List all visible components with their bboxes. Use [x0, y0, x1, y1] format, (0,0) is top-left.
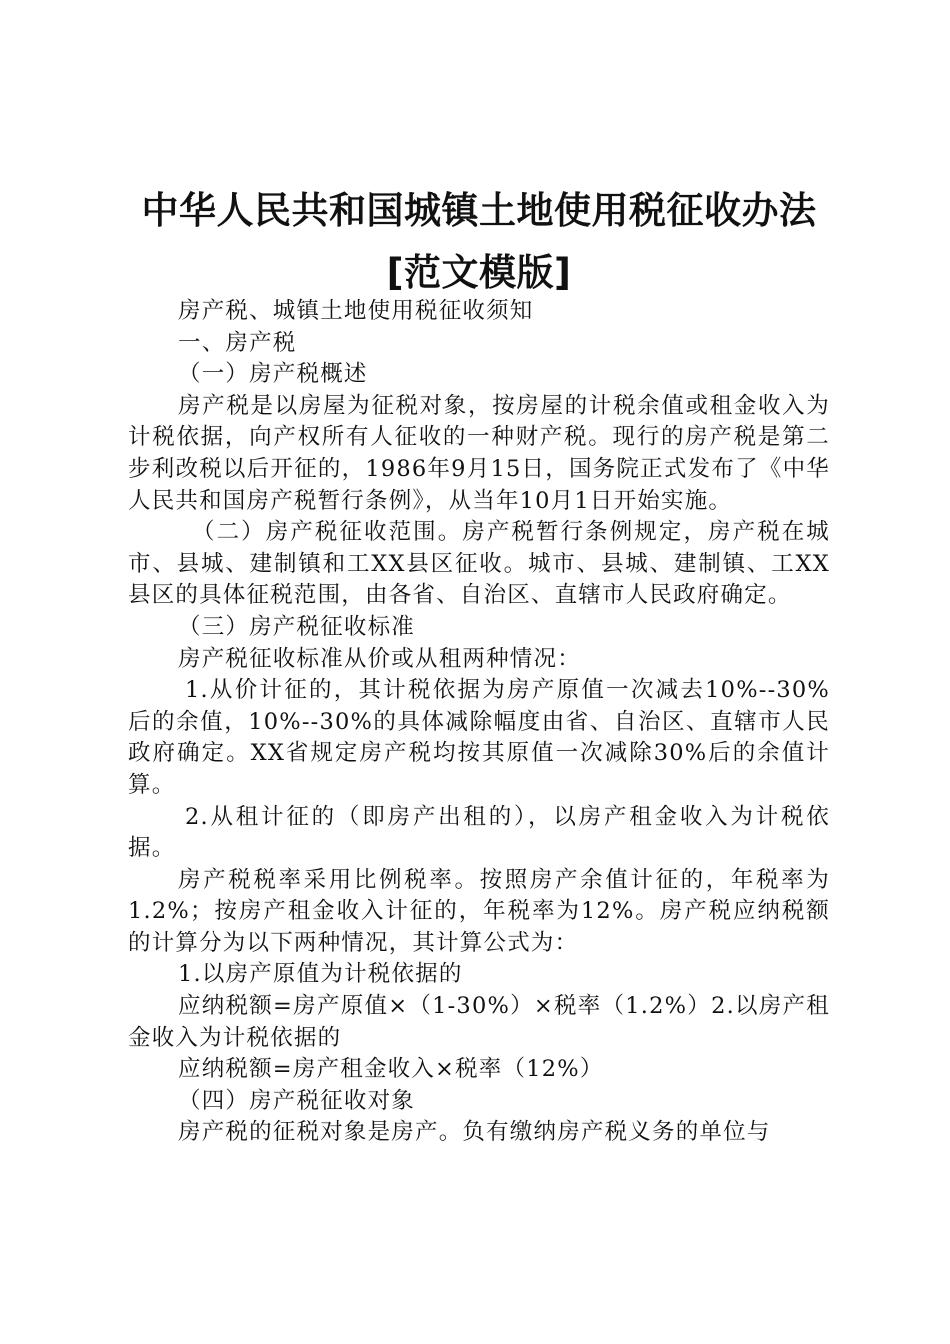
- intro-heading: 房产税、城镇土地使用税征收须知: [178, 298, 534, 324]
- paragraph-by-value: 1.从价计征的，其计税依据为房产原值一次减去10%--30%后的余值，10%--30%的具体减除幅度由省、自治区、直辖市人民政府确定。XX省规定房产税均按其原值一次减除30%后的余值计算。: [128, 677, 830, 798]
- paragraph-formula-2: 应纳税额=房产租金收入×税率（12%）: [178, 1056, 604, 1083]
- paragraph-formula-1-heading: 1.以房产原值为计税依据的: [178, 961, 463, 988]
- subsection-heading-standard: （三）房产税征收标准: [178, 613, 416, 640]
- document-title: 中华人民共和国城镇土地使用税征收办法[范文模版]: [141, 189, 817, 294]
- paragraph-overview: 房产税是以房屋为征税对象，按房屋的计税余值或租金收入为计税依据，向产权所有人征收的一种财产税。现行的房产税是第二步利改税以后开征的，1986年9月15日，国务院正式发布了《中华人民共和国房产税暂行条例》，从当年10月1日开始实施。: [128, 392, 830, 514]
- subsection-heading-overview: （一）房产税概述: [178, 361, 368, 388]
- paragraph-scope: （二）房产税征收范围。房产税暂行条例规定，房产税在城市、县城、建制镇和工XX县区征收。城市、县城、建制镇、工XX县区的具体征税范围，由各省、自治区、直辖市人民政府确定。: [128, 519, 830, 609]
- paragraph-object: 房产税的征税对象是房产。负有缴纳房产税义务的单位与: [178, 1119, 771, 1146]
- paragraph-standard-intro: 房产税征收标准从价或从租两种情况：: [178, 645, 581, 672]
- paragraph-formula-1: 应纳税额=房产原值×（1-30%）×税率（1.2%）2.以房产租金收入为计税依据的: [128, 993, 830, 1051]
- paragraph-by-rent: 2.从租计征的（即房产出租的），以房产租金收入为计税依据。: [128, 803, 830, 862]
- section-heading-property-tax: 一、房产税: [178, 329, 297, 356]
- subsection-heading-object: （四）房产税征收对象: [178, 1087, 416, 1114]
- document-body: [128, 296, 830, 1149]
- paragraph-rates: 房产税税率采用比例税率。按照房产余值计征的，年税率为1.2%；按房产租金收入计征的，年税率为12%。房产税应纳税额的计算分为以下两种情况，其计算公式为：: [128, 866, 830, 956]
